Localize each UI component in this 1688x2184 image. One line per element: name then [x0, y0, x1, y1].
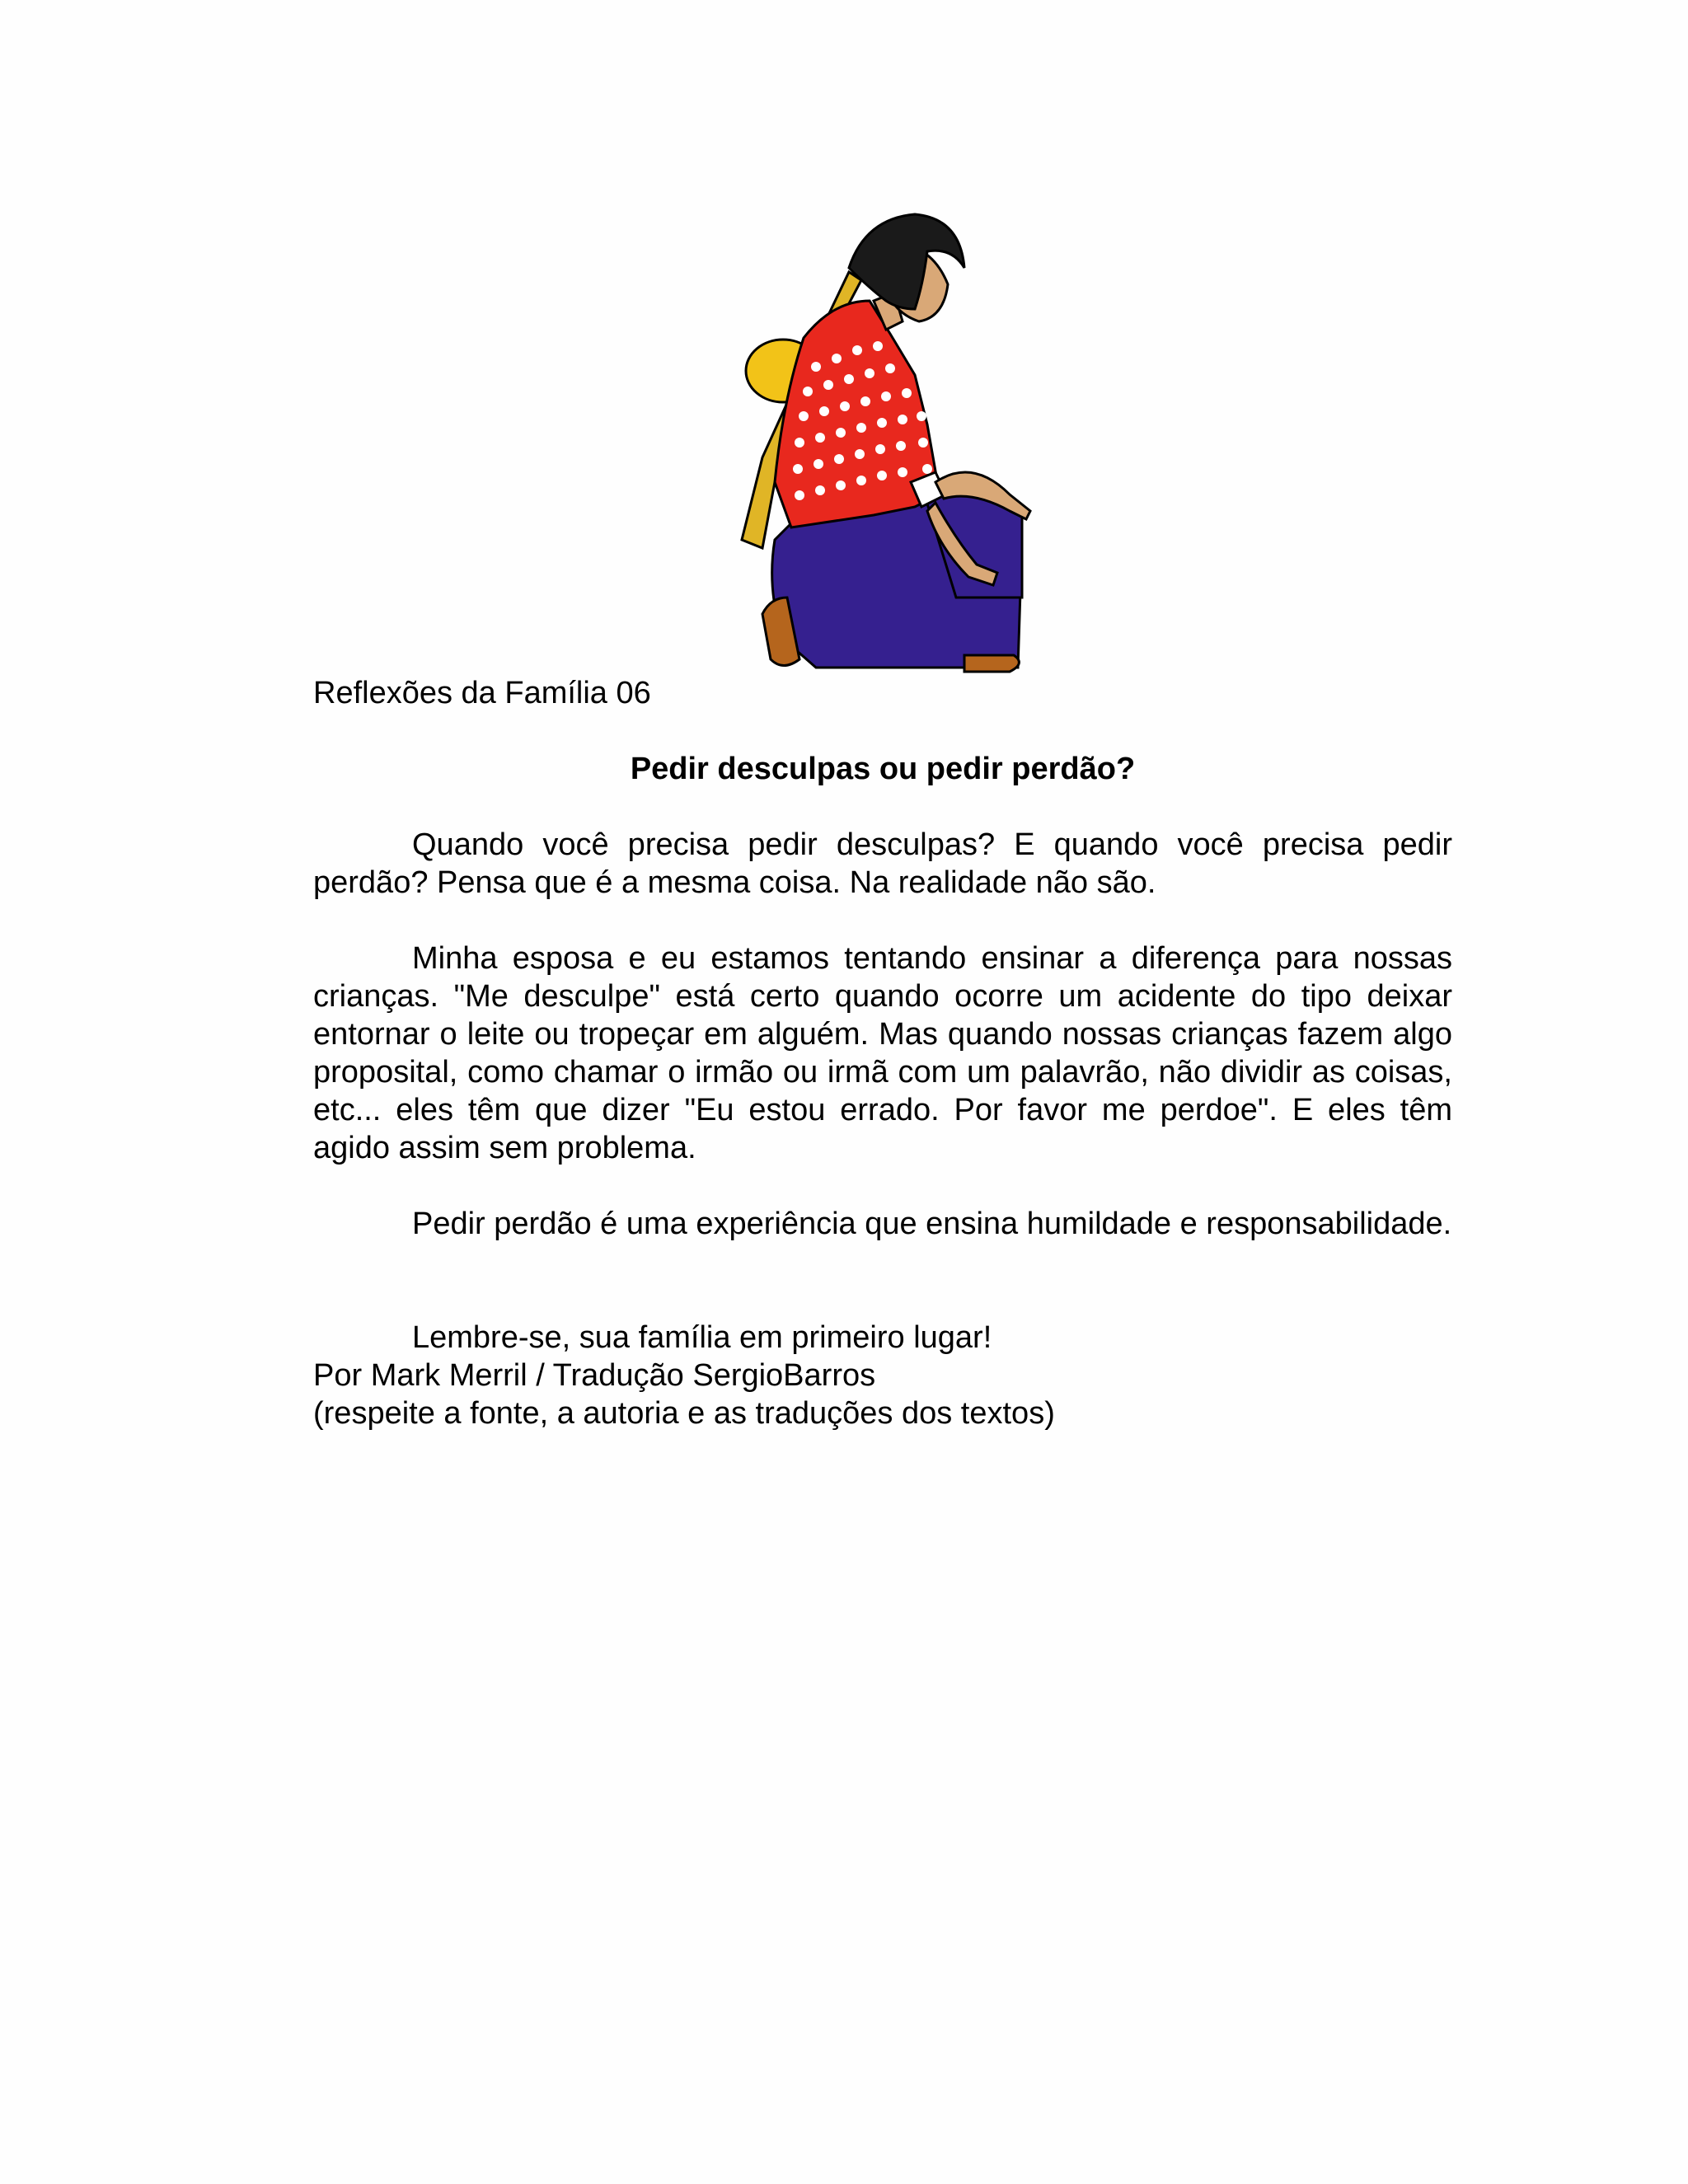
paragraph-4 — [313, 1319, 1452, 1357]
paragraph-1 — [313, 826, 1452, 902]
paragraph-text: Minha esposa e eu estamos tentando ensinar a diferença para nossas crianças. "Me desculpe" está certo quando ocorre um acidente do tipo deixar entornar o leite ou tropeçar em alguém. Mas quando nossas crianças fazem algo proposital, como chamar o irmão ou irmã com um palavrão, não dividir as coisas, etc... eles têm que dizer "Eu estou errado. Por favor me perdoe". E eles têm agido assim sem problema. — [313, 941, 1452, 1165]
series-title: Reflexões da Família 06 — [313, 676, 651, 710]
paragraph-text: Pedir perdão é uma experiência que ensina humildade e responsabilidade. — [412, 1207, 1452, 1241]
paragraph-text: Lembre-se, sua família em primeiro lugar! — [412, 1320, 992, 1355]
paragraph-2 — [313, 940, 1452, 1167]
copyright-notice: (respeite a fonte, a autoria e as traduções dos textos) — [313, 1396, 1055, 1431]
kneeling-woman-illustration — [725, 210, 1055, 680]
page-title: Pedir desculpas ou pedir perdão? — [630, 752, 1136, 786]
paragraph-text: Quando você precisa pedir desculpas? E quando você precisa pedir perdão? Pensa que é a mesma coisa. Na realidade não são. — [313, 827, 1452, 900]
byline: Por Mark Merril / Tradução SergioBarros — [313, 1358, 876, 1393]
paragraph-3 — [313, 1205, 1452, 1243]
credits — [313, 1357, 1055, 1432]
